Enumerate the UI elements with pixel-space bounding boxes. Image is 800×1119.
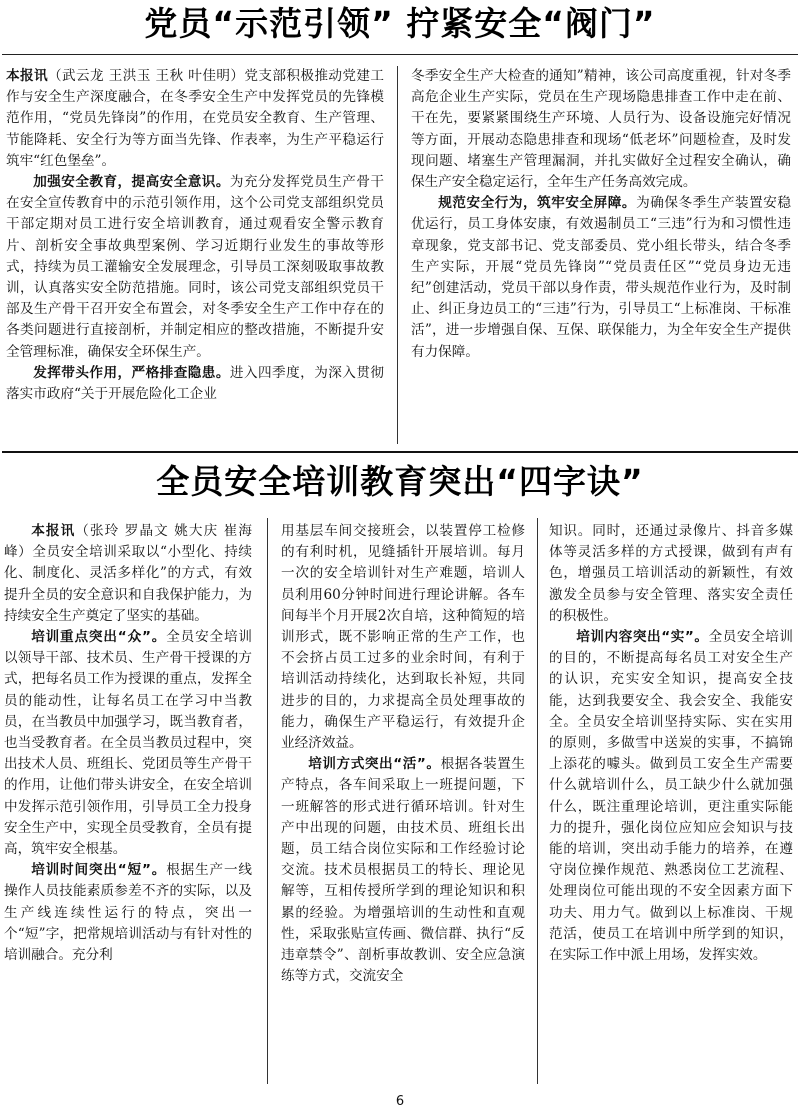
paragraph bbox=[6, 363, 384, 405]
paragraph-text: （张玲 罗晶文 姚大庆 崔海峰）全员安全培训采取以“小型化、持续化、制度化、灵活多样化”的方式，有效提升全员的安全意识和自我保护能力，为持续安全生产奠定了坚实的基础。 bbox=[4, 523, 252, 624]
column-divider bbox=[397, 66, 398, 444]
paragraph-text: 为确保冬季生产装置安稳优运行，员工身体安康，有效遏制员工“三违”行为和习惯性违章现象，党支部书记、党支部委员、党小组长带头，结合冬季生产实际，开展“党员先锋岗”“党员责任区”“党员身边无违纪”创建活动，党员干部以身作责，带头规范作业行为，及时制止、纠正身边员工的“三违”行为，引导员工“上标准岗、干标准活”，进一步增强自保、互保、联保能力，为全年安全生产提供有力保障。 bbox=[411, 195, 791, 360]
paragraph-text: 为充分发挥党员生产骨干在安全宣传教育中的示范引领作用，这个公司党支部组织党员干部定期对员工进行安全培训教育，通过观看安全警示教育片、剖析安全事故典型案例、学习近期行业发生的事故等形式，持续为员工灌输安全发展理念，引导员工深刻吸取事故教训，认真落实安全防范措施。同时，该公司党支部组织党员干部及生产骨干召开安全布置会，对冬季安全生产工作中存在的各类问题进行直接剖析，并制定相应的整改措施，不断提升安全管理标准，确保安全环保生产。 bbox=[6, 174, 384, 360]
article2-column-2 bbox=[281, 521, 525, 1083]
paragraph-text: 全员安全培训以领导干部、技术员、生产骨干授课的方式，把每名员工作为授课的重点，发挥全员的能动性，让每名员工在学习中当教员，在当教员中加强学习，既当教育者，也当受教育者。在全员当教员过程中，突出技术人员、班组长、党团员等生产骨干的作用，让他们带头讲安全，在安全培训中发挥示范引领作用，引导员工全力投身安全生产中，实现全员受教育，全员有提高，筑牢安全根基。 bbox=[4, 629, 252, 858]
paragraph-text: 知识。同时，还通过录像片、抖音多媒体等灵活多样的方式授课，做到有声有色，增强员工培训活动的新颖性，有效激发全员参与安全管理、落实安全责任的积极性。 bbox=[549, 523, 793, 624]
page-number: 6 bbox=[395, 1094, 405, 1109]
paragraph-lead: 培训重点突出“众”。 bbox=[31, 629, 167, 646]
article2-headline: 全员安全培训教育突出“四字诀” bbox=[156, 462, 644, 501]
paragraph-lead: 发挥带头作用，严格排查隐患。 bbox=[33, 364, 230, 381]
paragraph-text: 用基层车间交接班会，以装置停工检修的有利时机，见缝插针开展培训。每月一次的安全培训针对生产难题，培训人员利用60分钟时间进行理论讲解。各车间每半个月开展2次自培，这种简短的培训形式，既不影响正常的生产工作，也不会挤占员工过多的业余时间，有利于培训活动持续化，达到取长补短，共同进步的目的，力求提高全员处理事故的能力，确保生产平稳运行，有效提升企业经济效益。 bbox=[281, 523, 525, 752]
paragraph-text: 根据各装置生产特点，各车间采取上一班提问题，下一班解答的形式进行循环培训。针对生产中出现的问题，由技术员、班组长出题，员工结合岗位实际和工作经验讨论交流。技术员根据员工的特长、理论见解等，互相传授所学到的理论知识和积累的经验。为增强培训的生动性和直观性，采取张贴宣传画、微信群、执行“反违章禁令”、剖析事故教训、安全应急演练等方式，交流安全 bbox=[281, 756, 525, 985]
paragraph bbox=[281, 754, 525, 987]
paragraph bbox=[549, 627, 793, 966]
section-divider bbox=[2, 451, 798, 453]
paragraph bbox=[4, 860, 252, 966]
paragraph-lead: 规范安全行为，筑牢安全屏障。 bbox=[438, 195, 637, 212]
paragraph-lead: 培训内容突出“实”。 bbox=[576, 629, 709, 646]
paragraph-lead: 培训时间突出“短”。 bbox=[31, 862, 167, 879]
paragraph bbox=[4, 521, 252, 627]
paragraph-lead: 本报讯 bbox=[6, 68, 49, 84]
paragraph bbox=[6, 172, 384, 363]
article1-headline: 党员“示范引领” 拧紧安全“阀门” bbox=[144, 4, 656, 43]
article1-column-1 bbox=[6, 66, 384, 448]
paragraph-lead: 加强安全教育，提高安全意识。 bbox=[33, 174, 230, 191]
paragraph bbox=[411, 66, 791, 193]
paragraph bbox=[281, 521, 525, 754]
article2-column-1 bbox=[4, 521, 252, 1083]
paragraph bbox=[549, 521, 793, 627]
column-divider bbox=[267, 518, 268, 1084]
paragraph-text: （武云龙 王洪玉 王秋 叶佳明）党支部积极推动党建工作与安全生产深度融合，在冬季安全生产中发挥党员的先锋模范作用，“党员先锋岗”的作用，在党员安全教育、生产管理、节能降耗、安全行为等方面当先锋、作表率，为生产平稳运行筑牢“红色堡垒”。 bbox=[6, 68, 384, 169]
paragraph-text: 进入四季度，为深入贯彻落实市政府“关于开展危险化工企业 bbox=[6, 364, 384, 403]
paragraph-text: 全员安全培训的目的，不断提高每名员工对安全生产的认识，充实安全知识，提高安全技能，达到我要安全、我会安全、我能安全。全员安全培训坚持实际、实在实用的原则，多做雪中送炭的实事，不搞锦上添花的噱头。做到员工安全生产需要什么就培训什么，员工缺少什么就加强什么，既注重理论培训，更注重实际能力的提升，强化岗位应知应会知识与技能的培训，突出动手能力的培养，在遵守岗位操作规范、熟悉岗位工艺流程、处理岗位可能出现的不安全因素方面下功夫、用力气。做到以上标准岗、干规范活，使员工在培训中所学到的知识，在实际工作中派上用场，发挥实效。 bbox=[549, 629, 793, 964]
paragraph bbox=[411, 193, 791, 363]
headline-divider bbox=[2, 54, 798, 55]
paragraph-text: 冬季安全生产大检查的通知”精神，该公司高度重视，针对冬季高危企业生产实际，党员在生产现场隐患排查工作中走在前、干在先，要紧紧围绕生产环境、人员行为、设备设施完好情况等方面，开展动态隐患排查和现场“低老坏”问题检查，及时发现问题、堵塞生产管理漏洞，并扎实做好全过程安全确认，确保生产安全稳定运行，全年生产任务高效完成。 bbox=[411, 68, 791, 191]
article1-column-2 bbox=[411, 66, 791, 448]
paragraph bbox=[6, 66, 384, 172]
article2-column-3 bbox=[549, 521, 793, 1083]
paragraph bbox=[4, 627, 252, 860]
paragraph-lead: 培训方式突出“活”。 bbox=[308, 756, 441, 773]
column-divider bbox=[537, 518, 538, 1084]
paragraph-lead: 本报讯 bbox=[31, 523, 76, 539]
paragraph-text: 根据生产一线操作人员技能素质参差不齐的实际，以及生产线连续性运行的特点，突出一个“短”字，把常规培训活动与有针对性的培训融合。充分利 bbox=[4, 862, 252, 964]
